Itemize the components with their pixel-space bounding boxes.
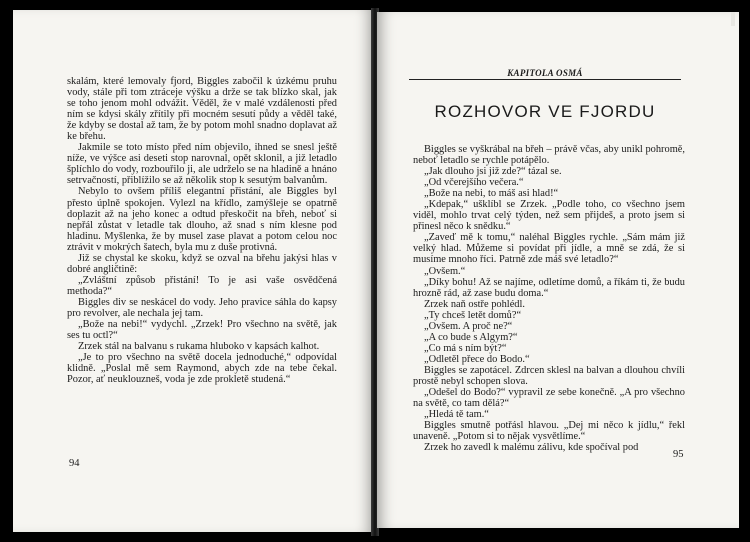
paragraph: „Je to pro všechno na světě docela jednoduché,“ odpovídal klidně. „Poslal mě sem Raymond, abych zde na tebe čekal. Pozor, ať neuklouzneš, voda je zde prokletě studená.“ bbox=[67, 352, 337, 386]
page-number-right: 95 bbox=[673, 449, 684, 460]
paragraph: Již se chystal ke skoku, když se ozval na břehu jakýsi hlas v dobré angličtině: bbox=[67, 252, 337, 275]
paragraph: „Od včerejšího večera.“ bbox=[424, 177, 524, 189]
paragraph: „Co má s ním být?“ bbox=[424, 342, 507, 354]
paragraph: „Ovšem.“ bbox=[424, 265, 466, 277]
right-page-text bbox=[413, 144, 685, 453]
paragraph: „Zvláštní způsob přistání! To je asi vaše osvědčená methoda?“ bbox=[67, 274, 337, 297]
paragraph: Biggles div se neskácel do vody. Jeho pravice sáhla do kapsy pro revolver, ale nechala jej tam. bbox=[67, 296, 337, 319]
page-edge bbox=[731, 12, 735, 26]
paragraph: „Bože na nebi, to máš asi hlad!“ bbox=[424, 188, 559, 200]
paragraph: „Odešel do Bodo?“ vypravil ze sebe konečně. „A pro všechno na světě, co tam dělá?“ bbox=[413, 387, 685, 410]
chapter-rule bbox=[409, 79, 681, 80]
paragraph: „Kdepak,“ ušklíbl se Zrzek. „Podle toho, co všechno jsem viděl, mohlo trvat celý týden, než sem přijdeš, a proto jsem si přinesl něco k snědku.“ bbox=[413, 199, 685, 233]
paragraph: „Jak dlouho jsi již zde?“ tázal se. bbox=[424, 166, 562, 178]
left-page-text bbox=[67, 76, 337, 385]
paragraph: Biggles se zapotácel. Zdrcen sklesl na balvan a dlouhou chvíli prostě nebyl schopen slova. bbox=[413, 364, 685, 387]
paragraph: Jakmile se toto místo před ním objevilo, ihned se snesl ještě níže, ve výšce asi deseti stop narovnal, opět sklonil, a již letadlo šplíchlo do vody, rozbouřilo ji, ale udrželo se na hladině a hnáno setrvačností, přiblížilo se až několik stop k sesutým balvanům. bbox=[67, 142, 337, 187]
paragraph: „Ovšem. A proč ne?“ bbox=[424, 320, 513, 332]
paragraph: „Ty chceš letět domů?“ bbox=[424, 309, 522, 321]
paragraph: „Zaveď mě k tomu,“ naléhal Biggles rychle. „Sám mám již velký hlad. Můžeme si povídat při jídle, a mně se zdá, že si musíme mnoho říci. Patrně zde máš své letadlo?“ bbox=[413, 232, 685, 266]
paragraph: Zrzek naň ostře pohlédl. bbox=[424, 298, 525, 310]
left-page bbox=[13, 10, 373, 532]
paragraph: „A co bude s Algym?“ bbox=[424, 331, 518, 343]
paragraph: „Odletěl přece do Bodo.“ bbox=[424, 353, 530, 365]
paragraph: „Bože na nebi!“ vydychl. „Zrzek! Pro všechno na světě, jak ses tu octl?“ bbox=[67, 319, 337, 342]
right-page bbox=[377, 12, 739, 528]
paragraph: „Hledá tě tam.“ bbox=[424, 409, 489, 421]
paragraph: „Díky bohu! Až se najíme, odletíme domů, a říkám ti, že budu hrozně rád, až zase budu doma.“ bbox=[413, 276, 685, 299]
paragraph: Zrzek stál na balvanu s rukama hluboko v kapsách kalhot. bbox=[78, 341, 320, 353]
paragraph: Zrzek ho zavedl k malému zálivu, kde spočíval pod bbox=[424, 442, 639, 454]
page-number-left: 94 bbox=[69, 458, 80, 469]
paragraph: skalám, které lemovaly fjord, Biggles zabočil k úzkému pruhu vody, stále při tom ztráceje výšku a drže se tak blízko skal, jak se toho jenom mohl odvážit. Věděl, že v malé vzdálenosti před ním se kdysi skály zřítily při mocném sesutí půdy a věděl také, že kdyby se dostal až tam, že by potom mohl snadno doplavat až ke břehu. bbox=[67, 76, 337, 143]
paragraph: Biggles smutně potřásl hlavou. „Dej mi něco k jídlu,“ řekl unaveně. „Potom si to nějak vysvětlíme.“ bbox=[413, 420, 685, 443]
chapter-title: ROZHOVOR VE FJORDU bbox=[434, 102, 656, 121]
chapter-label: KAPITOLA OSMÁ bbox=[507, 68, 583, 78]
paragraph: Nebylo to ovšem příliš elegantní přistání, ale Biggles byl přesto úplně spokojen. Vylezl na křídlo, zamýšleje se opatrně doplazit až na jeho konec a odtud přeskočit na břeh, neboť si nepřál zůstat v letadle tak dlouho, až snad s ním klesne pod hladinu. Myšlenka, že by musel zase plavat a potom celou noc ztrávit v mokrých šatech, byla mu z duše protivná. bbox=[67, 186, 337, 253]
paragraph: Biggles se vyškrábal na břeh – právě včas, aby unikl pohromě, neboť letadlo se rychle potápělo. bbox=[413, 144, 685, 167]
